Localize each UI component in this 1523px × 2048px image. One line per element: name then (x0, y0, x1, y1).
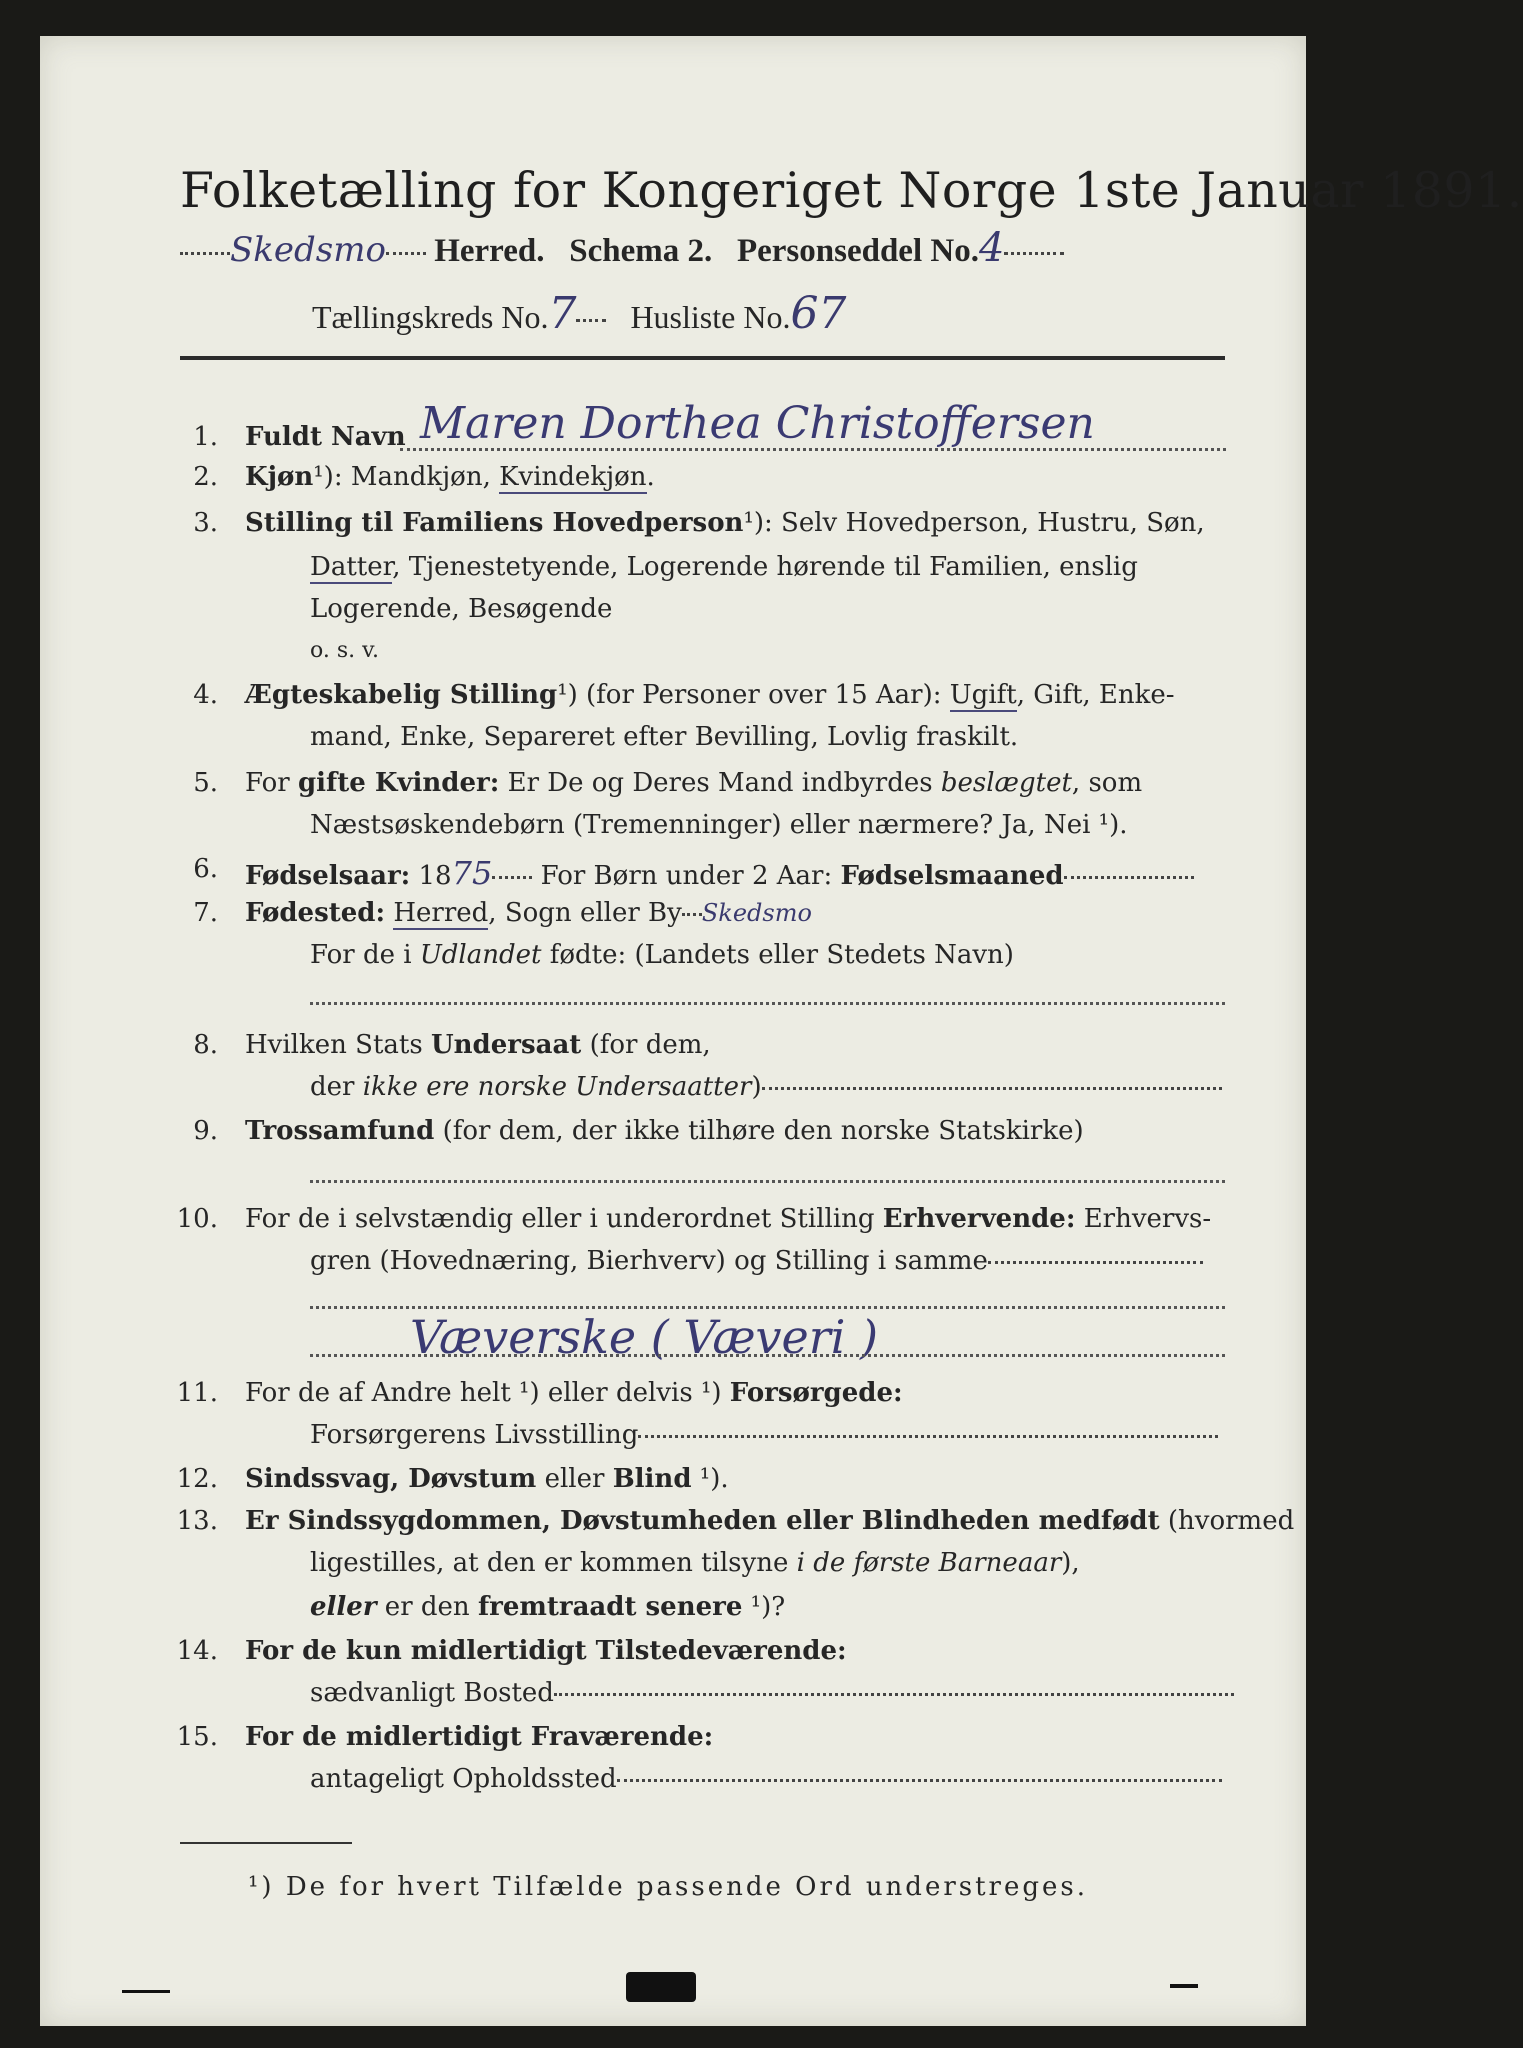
q3-row (245, 508, 1205, 538)
q4-label: Ægteskabelig Stilling (245, 680, 558, 710)
q11-row (245, 1378, 903, 1408)
q13-row (245, 1506, 1294, 1536)
q3-text-2: , Tjenestetyende, Logerende hørende til Familien, enslig (392, 552, 1138, 582)
q4-row-2: mand, Enke, Separeret efter Bevilling, Lovlig fraskilt. (310, 722, 1019, 752)
q5-text-3: , som (1071, 768, 1143, 798)
q13-row-2 (310, 1548, 1080, 1578)
q7-label: Fødested: (245, 898, 386, 928)
q7-dotted-line (310, 1002, 1225, 1005)
q10-row (245, 1204, 1211, 1234)
q4-text: ¹) (for Personer over 15 Aar): (557, 680, 950, 710)
q13-medfodt: medfødt (1038, 1506, 1160, 1536)
q8-row-2 (310, 1072, 1222, 1102)
q1-dotted-line (400, 448, 1226, 451)
husliste-label: Husliste No. (630, 299, 791, 335)
q7-row (245, 898, 812, 928)
q13-eller: eller (310, 1592, 377, 1622)
q11-text-2: Forsørgerens Livsstilling (310, 1420, 639, 1450)
schema-label: Schema 2. (569, 233, 713, 269)
q2-row (245, 462, 655, 492)
q2-end: . (646, 462, 655, 492)
q4-text-end: , Gift, Enke- (1016, 680, 1175, 710)
q13-text-3: ), (1061, 1548, 1080, 1578)
ink-mark-left (122, 1990, 170, 1993)
q8-text-3: der (310, 1072, 363, 1102)
q6-month-label: Fødselsmaaned (840, 861, 1064, 891)
q13-end: ¹)? (742, 1592, 786, 1622)
item-number-10: 10. (176, 1204, 218, 1234)
q3-selected: Datter (310, 552, 393, 582)
q10-dotted-line-2 (310, 1354, 1225, 1357)
item-number-4: 4. (193, 680, 218, 710)
footnote: ¹) De for hvert Tilfælde passende Ord understreges. (248, 1872, 1089, 1902)
form-title: Folketælling for Kongeriget Norge 1ste Januar 1891. (180, 162, 1523, 219)
q5-row (245, 768, 1142, 798)
q2-text: ¹): Mandkjøn, (313, 462, 500, 492)
item-number-7: 7. (193, 898, 218, 928)
q13-label: Er Sindssygdommen, Døvstumheden eller Blindheden (245, 1506, 1039, 1536)
q4-row (245, 680, 1175, 710)
q7-italic: Udlandet (419, 940, 542, 970)
q15-label: For de midlertidigt Fraværende: (245, 1722, 714, 1752)
q8-italic: ikke ere norske Undersaatter (362, 1072, 752, 1102)
q7-selected: Herred (393, 898, 489, 928)
q12-label: Sindssvag, Døvstum (245, 1464, 537, 1494)
q14-label: For de kun midlertidigt Tilstedeværende: (245, 1636, 847, 1666)
item-number-9: 9. (193, 1116, 218, 1146)
q12-end: ¹). (691, 1464, 729, 1494)
q15-row-2 (310, 1764, 1222, 1794)
taellingskreds-label: Tællingskreds No. (312, 299, 549, 335)
q1-label: Fuldt Navn (245, 422, 406, 452)
q5-row-2: Næstsøskendebørn (Tremenninger) eller nærmere? Ja, Nei ¹). (310, 810, 1128, 840)
q8-text-4: ) (751, 1072, 762, 1102)
item-number-6: 6. (193, 854, 218, 884)
q10-occupation-handwritten: Væverske ( Væveri ) (410, 1310, 879, 1364)
q11-label: Forsørgede: (729, 1378, 903, 1408)
q10-dotted-line-1 (310, 1306, 1225, 1309)
item-number-8: 8. (193, 1030, 218, 1060)
q3-row-2 (310, 552, 1138, 582)
q12-blind: Blind (612, 1464, 692, 1494)
q6-row (245, 854, 1194, 892)
herred-handwritten: Skedsmo (230, 230, 386, 270)
q10-label: Erhvervende: (882, 1204, 1076, 1234)
q12-row (245, 1464, 729, 1494)
item-number-2: 2. (193, 462, 218, 492)
q10-text-3: gren (Hovednæring, Bierhverv) og Stilling i samme (310, 1246, 988, 1276)
q3-row-4: o. s. v. (310, 638, 379, 663)
q5-label: gifte Kvinder: (297, 768, 500, 798)
taellingskreds-number: 7 (548, 288, 577, 339)
q8-row (245, 1030, 711, 1060)
q2-selected: Kvindekjøn (499, 462, 647, 492)
item-number-15: 15. (176, 1722, 218, 1752)
q1-name-handwritten: Maren Dorthea Christoffersen (420, 398, 1095, 449)
item-number-14: 14. (176, 1636, 218, 1666)
q4-selected: Ugift (949, 680, 1017, 710)
q8-label: Undersaat (430, 1030, 582, 1060)
q8-text: Hvilken Stats (245, 1030, 431, 1060)
q6-text: For Børn under 2 Aar: (532, 861, 841, 891)
item-number-13: 13. (176, 1506, 218, 1536)
q9-dotted-line (310, 1180, 1225, 1183)
q7-row-2 (310, 940, 1014, 970)
item-number-11: 11. (176, 1378, 218, 1408)
q6-label: Fødselsaar: (245, 861, 411, 891)
q13-text: (hvormed (1159, 1506, 1295, 1536)
q11-text: For de af Andre helt ¹) eller delvis ¹) (245, 1378, 730, 1408)
q7-text: , Sogn eller By (488, 898, 682, 928)
header-divider (180, 356, 1225, 360)
q11-row-2 (310, 1420, 1218, 1450)
q2-label: Kjøn (245, 462, 314, 492)
q13-italic: i de første Barneaar (796, 1548, 1062, 1578)
q13-row-3 (310, 1592, 785, 1622)
q5-text: For (245, 768, 298, 798)
item-number-5: 5. (193, 768, 218, 798)
q6-year-handwritten: 75 (451, 854, 493, 892)
personseddel-number: 4 (978, 225, 1005, 271)
q12-text: eller (536, 1464, 613, 1494)
q13-senere: fremtraadt senere (477, 1592, 743, 1622)
q3-text: ¹): Selv Hovedperson, Hustru, Søn, (743, 508, 1205, 538)
q14-text: sædvanligt Bosted (310, 1678, 554, 1708)
personseddel-label: Personseddel No. (736, 233, 979, 269)
q3-label: Stilling til Familiens Hovedperson (245, 508, 744, 538)
q13-text-2: ligestilles, at den er kommen tilsyne (310, 1548, 797, 1578)
q3-row-3: Logerende, Besøgende (310, 594, 613, 624)
item-number-1: 1. (193, 422, 218, 452)
herred-row (180, 225, 1064, 271)
q7-text-2: For de i (310, 940, 420, 970)
q8-text-2: (for dem, (581, 1030, 711, 1060)
q10-row-2 (310, 1246, 1203, 1276)
footnote-rule (180, 1842, 352, 1844)
q9-row (245, 1116, 1084, 1146)
q13-text-4: er den (376, 1592, 478, 1622)
q9-text: (for dem, der ikke tilhøre den norske Statskirke) (434, 1116, 1084, 1146)
husliste-number: 67 (790, 288, 847, 339)
q5-text-2: Er De og Deres Mand indbyrdes (499, 768, 941, 798)
q5-italic: beslægtet (940, 768, 1072, 798)
item-number-12: 12. (176, 1464, 218, 1494)
herred-label: Herred. (434, 233, 545, 269)
item-number-3: 3. (193, 508, 218, 538)
q15-text: antageligt Opholdssted (310, 1764, 617, 1794)
ink-blot-center (626, 1972, 696, 2002)
q9-label: Trossamfund (245, 1116, 435, 1146)
taellingskreds-row (312, 288, 846, 339)
ink-mark-right (1170, 1984, 1198, 1988)
q7-text-3: fødte: (Landets eller Stedets Navn) (541, 940, 1014, 970)
q7-place-handwritten: Skedsmo (701, 899, 812, 927)
q6-century: 18 (410, 861, 452, 891)
q10-text-2: Erhvervs- (1075, 1204, 1212, 1234)
q14-row-2 (310, 1678, 1234, 1708)
q10-text: For de i selvstændig eller i underordnet Stilling (245, 1204, 883, 1234)
